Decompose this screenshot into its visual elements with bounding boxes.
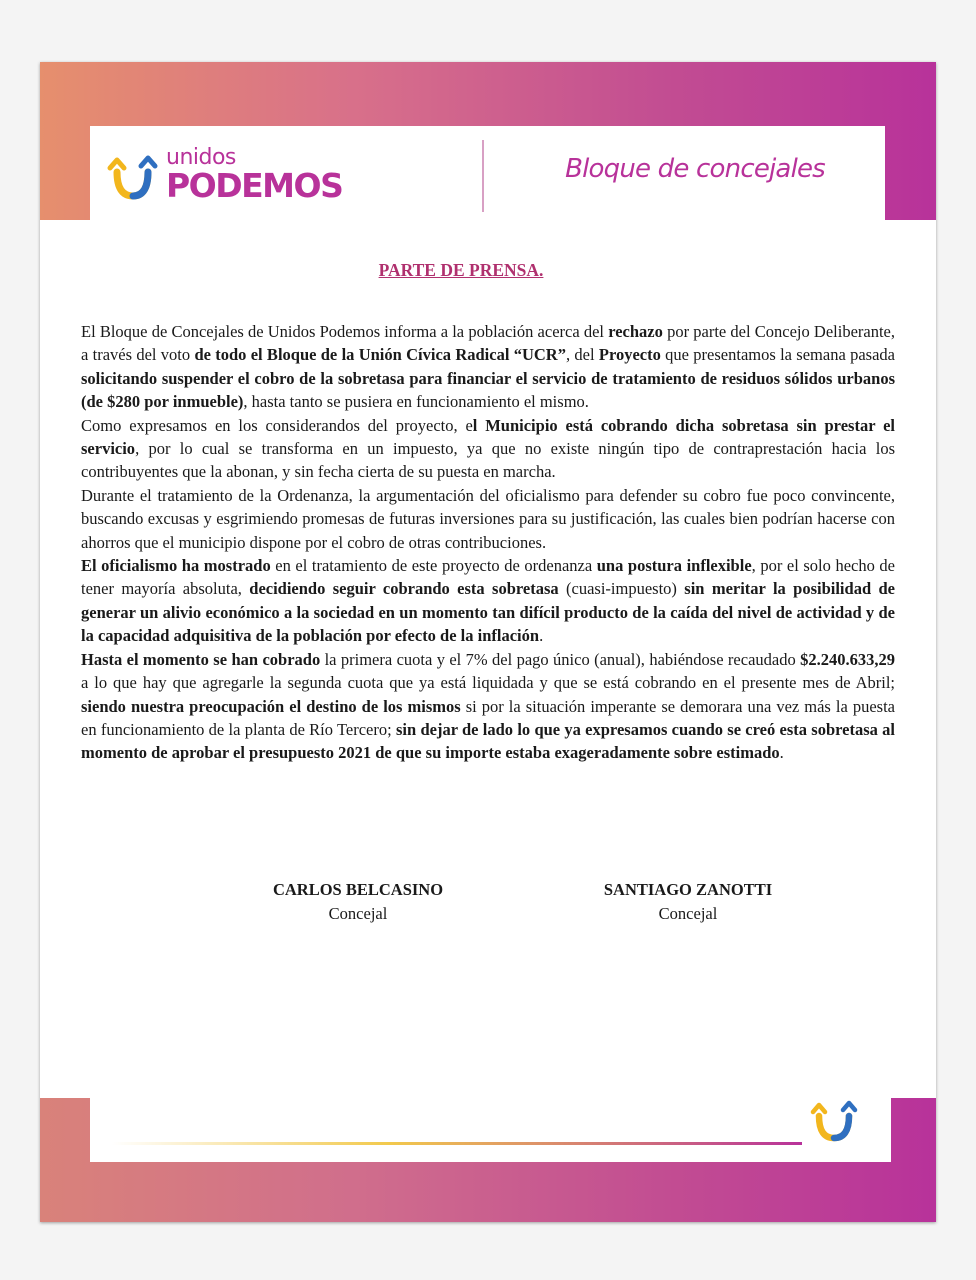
footer-line <box>112 1142 802 1145</box>
text-run: , por lo cual se transforma en un impuesto, ya que no existe ningún tipo de contraprestación hacia los contribuyentes que la abonan, y sin fecha cierta de su puesta en marcha. <box>81 439 895 482</box>
text-run: El Bloque de Concejales de Unidos Podemos informa a la población acerca del <box>81 322 609 341</box>
header-subtitle: Bloque de concejales <box>565 154 825 184</box>
bold-text-run: siendo nuestra preocupación el destino de los mismos <box>81 696 461 716</box>
bold-text-run: l Municipio está cobrando dicha sobretasa sin prestar el servicio <box>81 415 895 459</box>
footer-card <box>90 1098 891 1162</box>
document-title: PARTE DE PRENSA. <box>378 260 544 280</box>
text-run: por parte del Concejo Deliberante, a través del voto <box>81 322 895 365</box>
text-run: la primera cuota y el 7% del pago único (anual), habiéndose recaudado <box>320 649 801 669</box>
signature-name: CARLOS BELCASINO <box>272 880 444 899</box>
document-page <box>40 62 936 1222</box>
body-paragraph <box>81 554 895 648</box>
text-run: , por el solo hecho de tener mayoría absoluta, <box>81 556 895 599</box>
text-run: , hasta tanto se pusiera en funcionamiento el mismo. <box>243 392 589 412</box>
bold-text-run: El oficialismo ha mostrado <box>81 556 271 576</box>
text-run: Durante el tratamiento de la Ordenanza, la argumentación del oficialismo para defender su cobro fue poco convincente, buscando excusas y esgrimiendo promesas de futuras inversiones para su justificación, las cuales bien podrían hacerse con ahorros que el municipio dispone por el cobro de otras contribuciones. <box>81 485 895 552</box>
bold-text-run: sin dejar de lado lo que ya expresamos cuando se creó esta sobretasa al momento de aprobar el presupuesto 2021 de que su importe estaba exageradamente sobre estimado <box>81 719 895 763</box>
text-run: que presentamos la semana pasada <box>660 345 895 365</box>
text-run: si por la situación imperante se demorara una vez más la puesta en funcionamiento de la planta de Río Tercero; <box>81 696 895 739</box>
body-paragraph <box>81 414 895 484</box>
bold-text-run: sin meritar la posibilidad de generar un alivio económico a la sociedad en un momento tan difícil producto de la caída del nivel de actividad y de la capacidad adquisitiva de la población por efecto de la inflación <box>81 579 895 646</box>
bold-text-run: Proyecto <box>598 345 661 365</box>
text-run: (cuasi-impuesto) <box>558 579 685 599</box>
header-card <box>90 126 885 220</box>
text-run: Como expresamos en los considerandos del proyecto, e <box>81 415 473 435</box>
body-paragraph <box>81 320 895 414</box>
header-divider <box>482 140 484 212</box>
text-run: , del <box>565 345 599 365</box>
bold-text-run: de todo el Bloque de la Unión Cívica Radical “UCR” <box>194 345 566 365</box>
signature-block <box>558 878 818 926</box>
footer-logo-icon <box>807 1098 867 1146</box>
unidos-podemos-logo <box>104 140 364 210</box>
signature-role: Concejal <box>328 904 388 923</box>
logo-text-podemos: PODEMOS <box>166 166 343 205</box>
signature-block <box>228 878 488 926</box>
bold-text-run: Hasta el momento se han cobrado <box>81 649 321 669</box>
bold-text-run: rechazo <box>608 322 663 341</box>
body-paragraph <box>81 648 895 765</box>
bold-text-run: decidiendo seguir cobrando esta sobretasa <box>249 579 559 599</box>
text-run: . <box>539 626 544 646</box>
unidos-podemos-logo-icon <box>104 150 166 202</box>
bold-text-run: una postura inflexible <box>596 556 752 576</box>
document-body <box>81 320 895 765</box>
signature-role: Concejal <box>658 904 718 923</box>
body-paragraph <box>81 484 895 554</box>
logo-text-unidos: unidos <box>166 145 236 170</box>
text-run: . <box>779 743 784 763</box>
bold-text-run: $2.240.633,29 <box>800 649 895 669</box>
bold-text-run: solicitando suspender el cobro de la sobretasa para financiar el servicio de tratamiento de residuos sólidos urbanos (de $280 por inmueble) <box>81 368 895 412</box>
text-run: en el tratamiento de este proyecto de ordenanza <box>270 556 597 576</box>
signature-name: SANTIAGO ZANOTTI <box>603 880 773 899</box>
text-run: a lo que hay que agregarle la segunda cuota que ya está liquidada y que se está cobrando en el presente mes de Abril; <box>81 673 895 693</box>
